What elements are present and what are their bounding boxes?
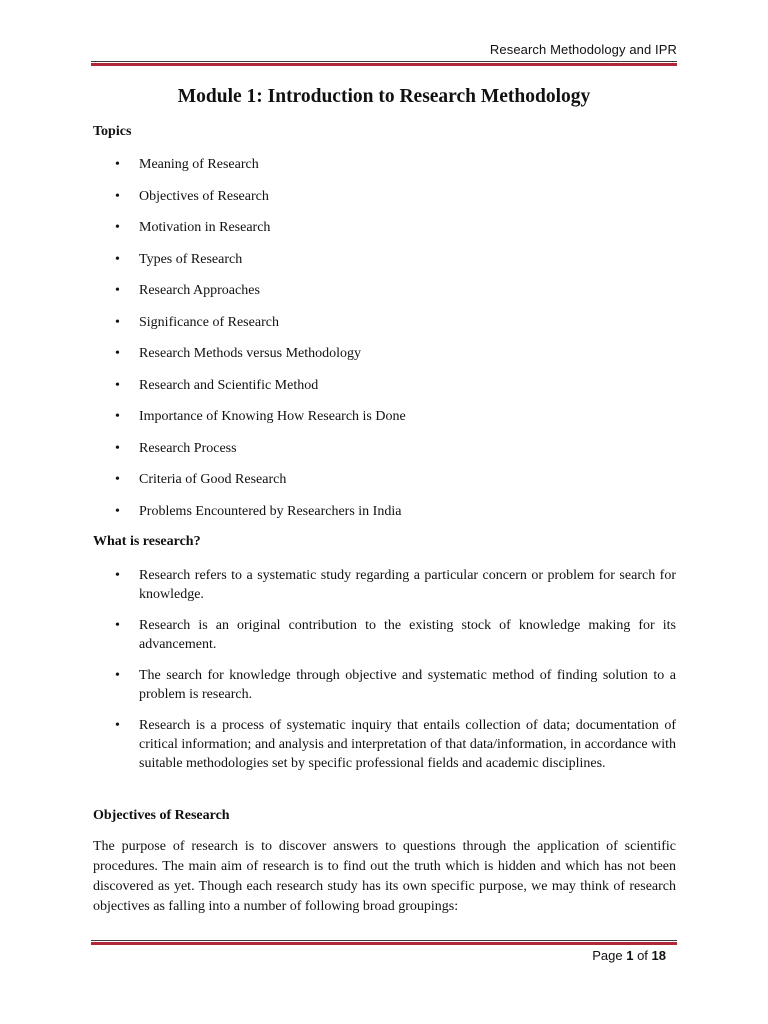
- page-title: Module 1: Introduction to Research Methodology: [177, 86, 591, 107]
- topic-item-text: Research Approaches: [139, 283, 260, 298]
- topic-item: [93, 282, 676, 314]
- research-definition-item-text: Research refers to a systematic study regarding a particular concern or problem for search for knowledge.: [139, 568, 676, 602]
- topic-item-text: Objectives of Research: [139, 188, 269, 204]
- bullet-icon: •: [115, 472, 120, 487]
- bullet-icon: •: [115, 377, 120, 393]
- research-definition-item: [93, 666, 676, 704]
- topic-item-text: Research Process: [139, 440, 237, 456]
- bullet-icon: •: [115, 220, 120, 235]
- topic-item: [93, 188, 676, 220]
- topic-item: [93, 408, 676, 440]
- topics-heading: Topics: [93, 124, 132, 139]
- topic-item-text: Significance of Research: [139, 314, 279, 330]
- bullet-icon: •: [115, 188, 120, 204]
- topic-item: [93, 156, 676, 188]
- bullet-icon: •: [115, 409, 120, 424]
- topic-item: [93, 377, 676, 409]
- topic-item: [93, 251, 676, 283]
- header-rule-thick: [91, 63, 677, 66]
- what-is-research-heading: What is research?: [93, 534, 201, 549]
- what-is-research-list: [93, 566, 676, 785]
- topic-item-text: Problems Encountered by Researchers in India: [139, 503, 402, 519]
- research-definition-item-text: The search for knowledge through objective and systematic method of finding solution to a problem is research.: [139, 668, 676, 702]
- footer-rule-thick: [91, 942, 677, 945]
- footer-total-pages: 18: [651, 948, 666, 963]
- bullet-icon: •: [115, 440, 120, 456]
- bullet-icon: •: [115, 503, 120, 519]
- bullet-icon: •: [115, 618, 120, 633]
- research-definition-item: [93, 716, 676, 773]
- objectives-paragraph: The purpose of research is to discover answers to questions through the application of scientific procedures. The main aim of research is to find out the truth which is hidden and which has not been discovered as yet. Though each research study has its own specific purpose, we may think of research objectives as falling into a number of following broad groupings:: [93, 839, 676, 914]
- topic-item: [93, 440, 676, 472]
- running-header: Research Methodology and IPR: [489, 42, 677, 57]
- topic-item: [93, 503, 676, 535]
- objectives-heading: Objectives of Research: [93, 808, 230, 823]
- research-definition-item: [93, 566, 676, 604]
- footer-page-number: 1: [626, 948, 634, 963]
- topic-item: [93, 471, 676, 503]
- bullet-icon: •: [115, 346, 120, 361]
- footer-rule-thin: [91, 940, 677, 941]
- topic-item: [93, 345, 676, 377]
- topic-item-text: Meaning of Research: [139, 157, 259, 172]
- research-definition-item-text: Research is an original contribution to the existing stock of knowledge making for its advancement.: [139, 618, 676, 652]
- bullet-icon: •: [115, 157, 120, 172]
- topics-list: [93, 156, 676, 534]
- topic-item-text: Research Methods versus Methodology: [139, 346, 362, 361]
- bullet-icon: •: [115, 251, 120, 267]
- bullet-icon: •: [115, 718, 120, 733]
- topic-item-text: Research and Scientific Method: [139, 377, 319, 393]
- bullet-icon: •: [115, 568, 120, 583]
- header-rule-thin: [91, 61, 677, 62]
- topic-item: [93, 219, 676, 251]
- topic-item-text: Motivation in Research: [139, 220, 271, 235]
- research-definition-item-text: Research is a process of systematic inquiry that entails collection of data; documentation of critical information; and analysis and interpretation of that data/information, in accordance with suitable methodologies set by specific professional fields and academic disciplines.: [139, 718, 676, 771]
- research-definition-item: [93, 616, 676, 654]
- header-rule: [91, 61, 677, 66]
- bullet-icon: •: [115, 283, 120, 298]
- footer-rule: [91, 940, 677, 945]
- footer-page-word: Page: [592, 948, 623, 963]
- topic-item-text: Importance of Knowing How Research is Done: [139, 409, 406, 424]
- bullet-icon: •: [115, 668, 120, 683]
- topic-item: [93, 314, 676, 346]
- topic-item-text: Criteria of Good Research: [139, 472, 287, 487]
- bullet-icon: •: [115, 314, 120, 330]
- page-footer: [592, 948, 666, 963]
- topic-item-text: Types of Research: [139, 251, 243, 267]
- footer-of-word: of: [637, 948, 648, 963]
